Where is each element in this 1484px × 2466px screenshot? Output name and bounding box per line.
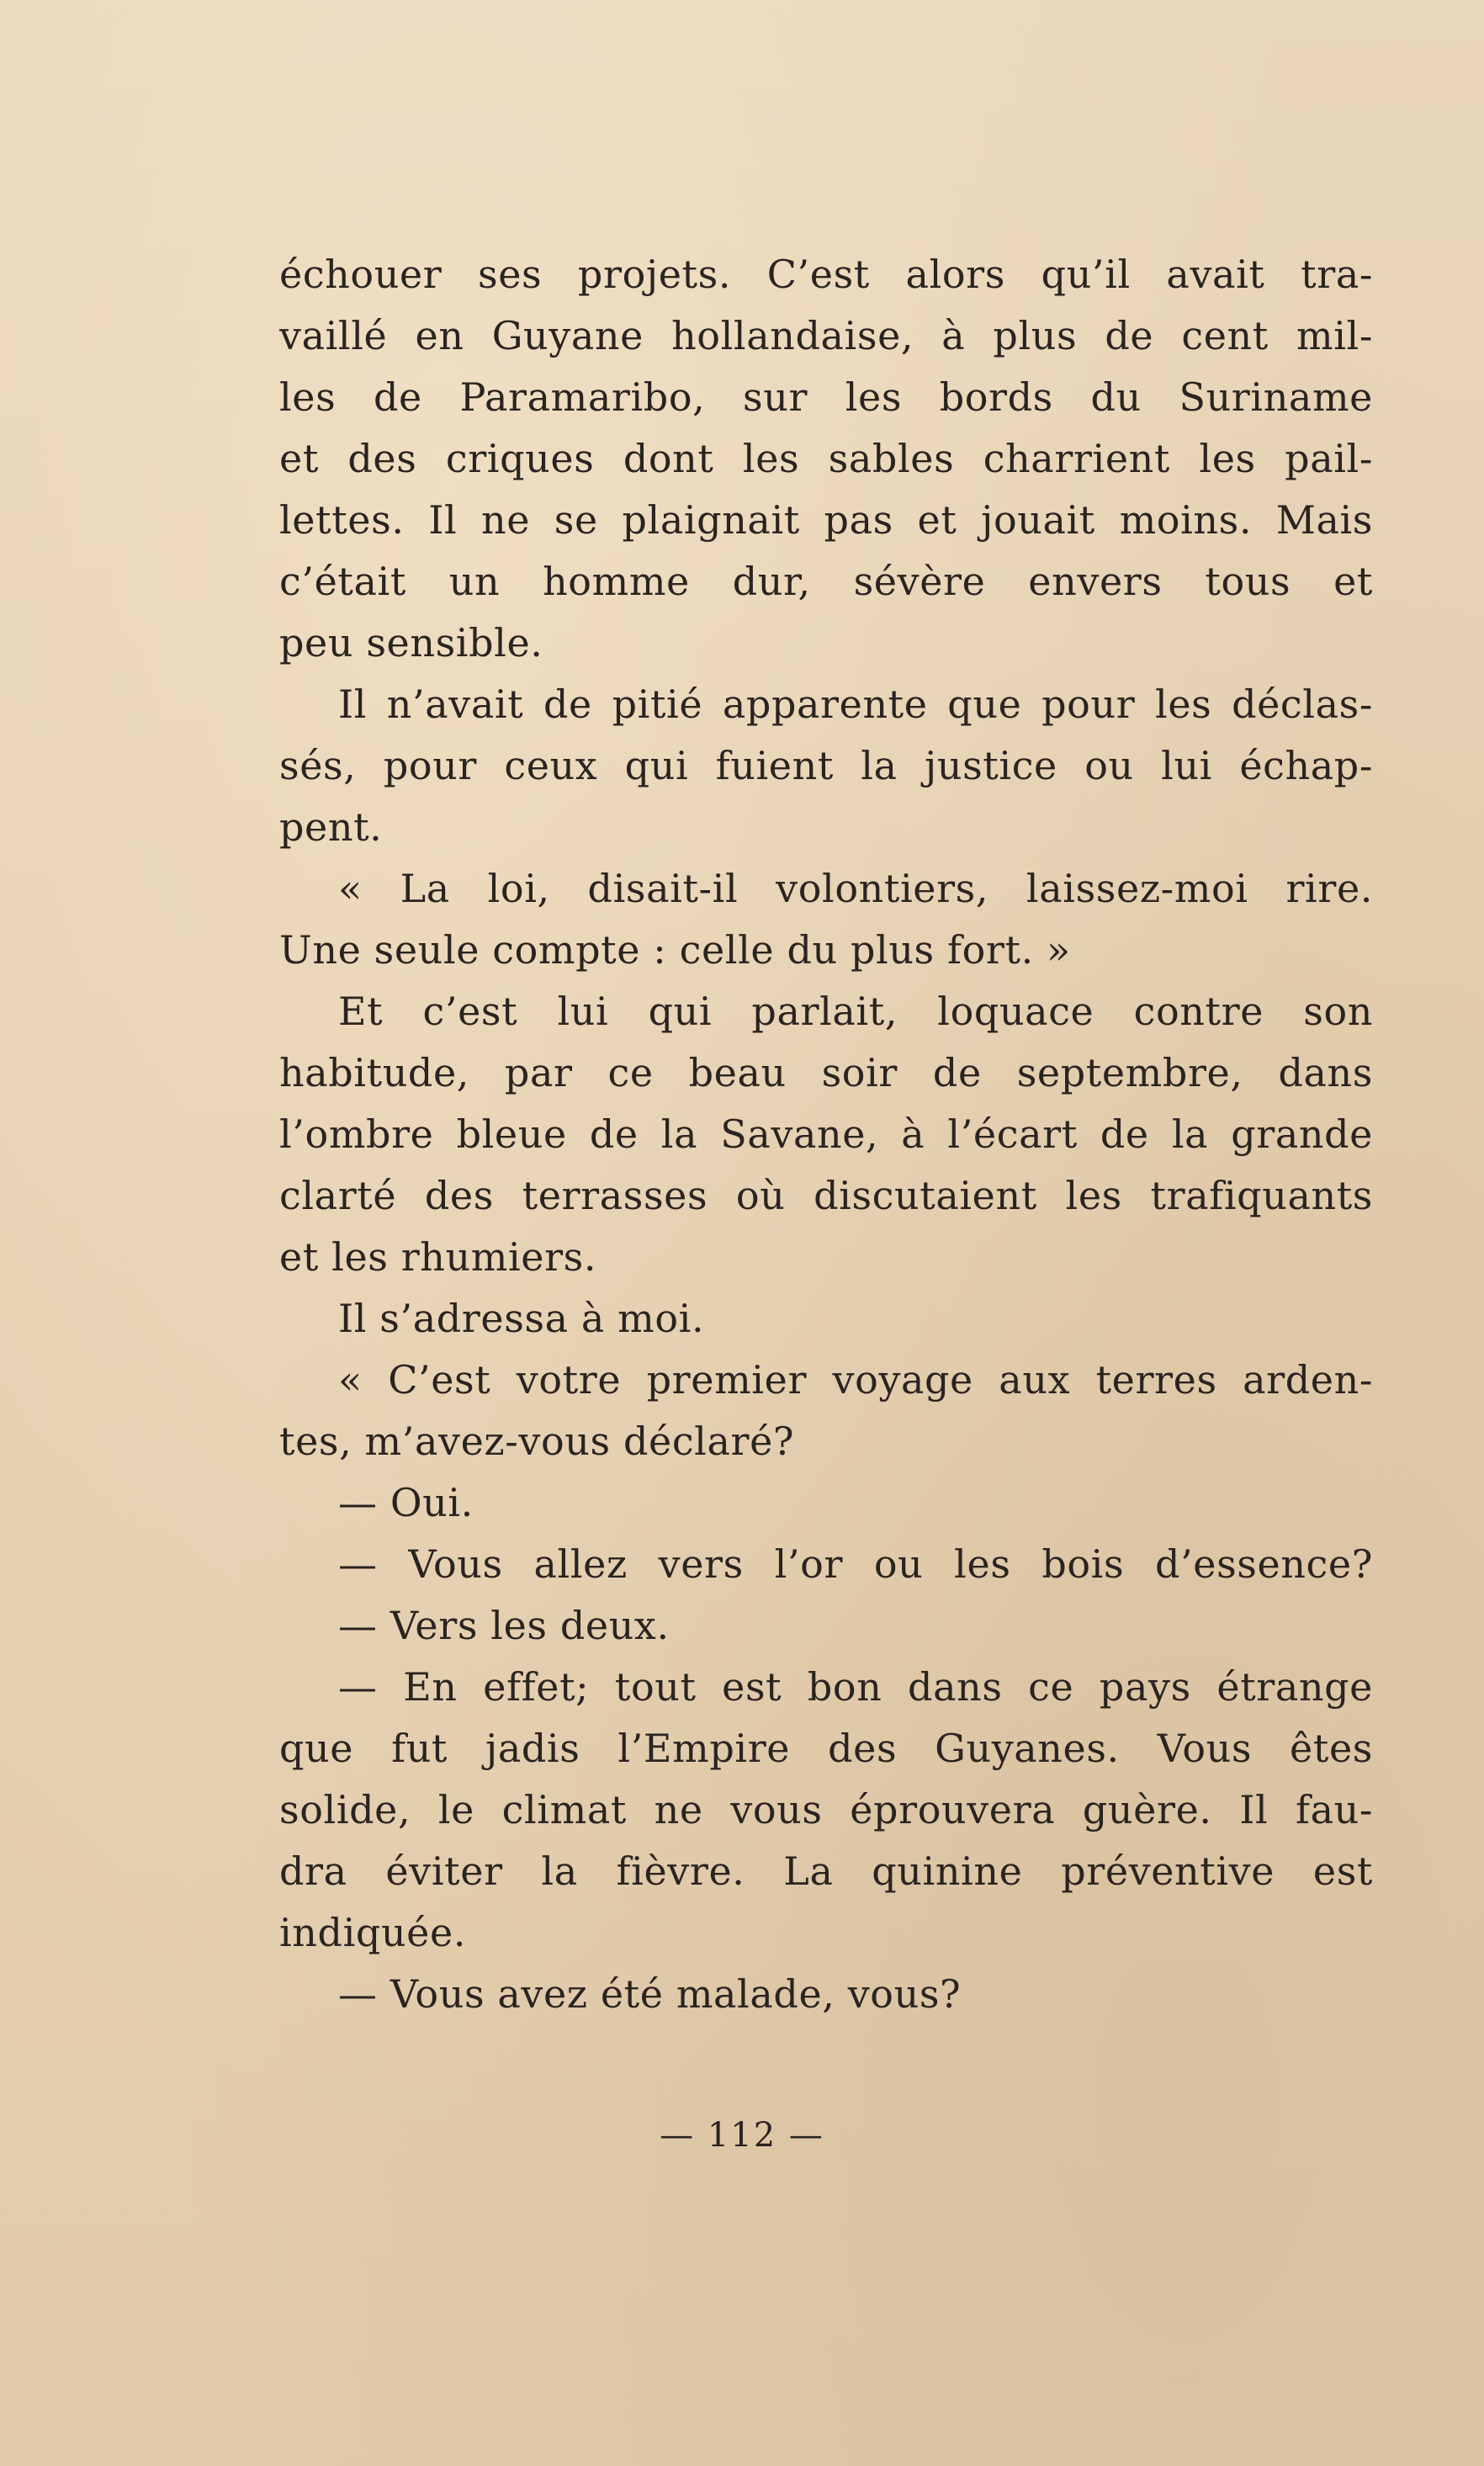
text-line-9: sés, pour ceux qui fuient la justice ou lui échap- [279,743,1373,788]
text-line-20: tes, m’avez-vous déclaré? [279,1419,795,1464]
text-line-25: que fut jadis l’Empire des Guyanes. Vous êtes [279,1726,1373,1771]
text-line-21: — Oui. [338,1480,474,1525]
text-line-13: Et c’est lui qui parlait, loquace contre son [338,989,1373,1034]
text-line-24: — En effet; tout est bon dans ce pays étrange [338,1664,1373,1710]
page-number: — 112 — [660,2116,824,2155]
text-line-7: peu sensible. [279,620,543,666]
text-line-18: Il s’adressa à moi. [338,1296,705,1341]
text-line-3: les de Paramaribo, sur les bords du Suriname [279,374,1373,420]
text-line-27: dra éviter la fièvre. La quinine préventive est [279,1848,1373,1894]
text-line-26: solide, le climat ne vous éprouvera guère. Il fau- [279,1787,1373,1832]
text-line-2: vaillé en Guyane hollandaise, à plus de cent mil- [279,313,1373,358]
text-line-5: lettes. Il ne se plaignait pas et jouait moins. Mais [279,497,1373,543]
text-line-8: Il n’avait de pitié apparente que pour les déclas- [338,681,1373,727]
text-line-12: Une seule compte : celle du plus fort. » [279,927,1071,973]
text-line-4: et des criques dont les sables charrient les pail- [279,436,1373,481]
text-line-19: « C’est votre premier voyage aux terres arden- [338,1357,1373,1403]
text-line-1: échouer ses projets. C’est alors qu’il avait tra- [279,252,1373,297]
text-line-17: et les rhumiers. [279,1234,597,1280]
text-line-16: clarté des terrasses où discutaient les trafiquants [279,1173,1373,1218]
text-line-11: « La loi, disait-il volontiers, laissez-moi rire. [338,866,1373,911]
text-line-6: c’était un homme dur, sévère envers tous et [279,559,1373,604]
text-line-29: — Vous avez été malade, vous? [338,1971,962,2017]
body-text [279,244,1373,2025]
text-line-10: pent. [279,804,383,850]
text-line-14: habitude, par ce beau soir de septembre, dans [279,1050,1373,1095]
text-line-28: indiquée. [279,1910,467,1955]
text-line-22: — Vous allez vers l’or ou les bois d’essence? [338,1541,1373,1587]
text-line-23: — Vers les deux. [338,1603,670,1648]
text-line-15: l’ombre bleue de la Savane, à l’écart de la grande [279,1111,1373,1157]
